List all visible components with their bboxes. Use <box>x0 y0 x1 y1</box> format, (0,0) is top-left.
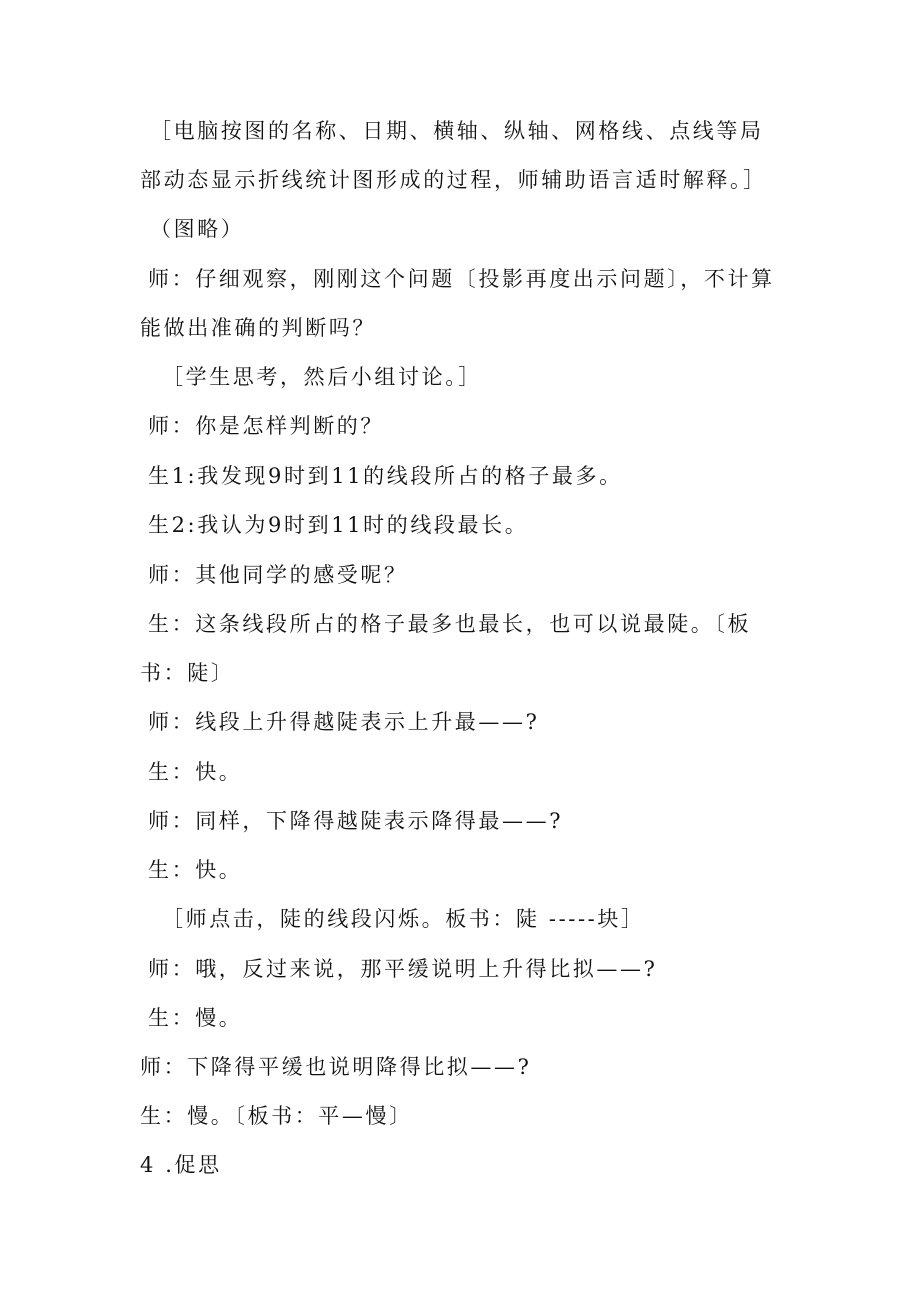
text-line-13: 师：线段上升得越陡表示上升最——? <box>148 710 540 734</box>
text-line-15: 师：同样，下降得越陡表示降得最——? <box>148 809 564 833</box>
text-line-11: 生：这条线段所占的格子最多也最长，也可以说最陡。〔板 <box>148 612 752 636</box>
text-line-22: 4 .促思 <box>140 1153 222 1177</box>
text-line-18: 师：哦，反过来说，那平缓说明上升得比拟——? <box>148 957 658 981</box>
text-line-16: 生：快。 <box>148 858 243 882</box>
text-line-10: 师：其他同学的感受呢？ <box>148 563 408 587</box>
text-line-4: 师：仔细观察，刚刚这个问题〔投影再度出示问题〕，不计算 <box>148 267 775 291</box>
text-line-21: 生：慢。〔板书：平—慢〕 <box>140 1104 413 1128</box>
text-line-19: 生：慢。 <box>148 1006 243 1030</box>
text-line-8: 生1:我发现9时到11的线段所占的格子最多。 <box>148 464 623 488</box>
text-line-1: ［电脑按图的名称、日期、横轴、纵轴、网格线、点线等局 <box>150 119 764 143</box>
text-line-5: 能做出准确的判断吗？ <box>140 316 376 340</box>
text-line-3: （图略） <box>150 217 245 241</box>
text-line-14: 生：快。 <box>148 760 243 784</box>
text-line-2: 部动态显示折线统计图形成的过程，师辅助语言适时解释。］ <box>140 168 767 192</box>
text-line-17: ［师点击，陡的线段闪烁。板书：陡 -----块］ <box>162 907 645 931</box>
text-line-20: 师：下降得平缓也说明降得比拟——? <box>140 1055 532 1079</box>
text-line-7: 师：你是怎样判断的？ <box>148 414 384 438</box>
text-line-6: ［学生思考，然后小组讨论。］ <box>162 365 482 389</box>
text-line-12: 书：陡〕 <box>140 661 235 685</box>
text-line-9: 生2:我认为9时到11时的线段最长。 <box>148 513 529 537</box>
